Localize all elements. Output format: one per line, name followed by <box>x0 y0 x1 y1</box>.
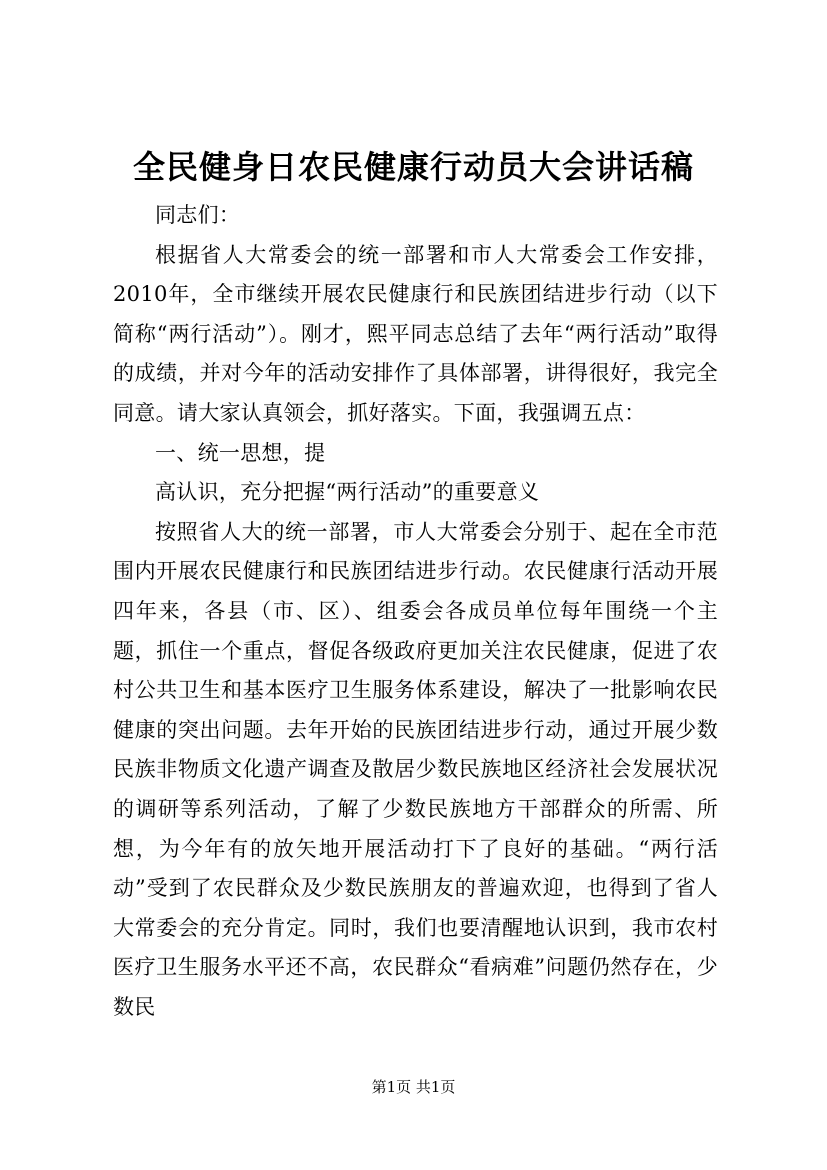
document-title: 全民健身日农民健康行动员大会讲话稿 <box>132 148 694 186</box>
section-heading: 一、统一思想，提 <box>155 440 326 465</box>
page-number-footer: 第1页 共1页 <box>371 1078 456 1096</box>
paragraph: 根据省人大常委会的统一部署和市人大常委会工作安排，2010年，全市继续开展农民健康行和民族团结进步行动（以下简称“两行活动”）。刚才，熙平同志总结了去年“两行活动”取得的成绩，并对今年的活动安排作了具体部署，讲得很好，我完全同意。请大家认真领会，抓好落实。下面，我强调五点： <box>113 242 718 425</box>
salutation: 同志们： <box>155 203 241 227</box>
paragraph: 按照省人大的统一部署，市人大常委会分别于、起在全市范围内开展农民健康行和民族团结进步行动。农民健康行活动开展四年来，各县（市、区）、组委会各成员单位每年围绕一个主题，抓住一个重点，督促各级政府更加关注农民健康，促进了农村公共卫生和基本医疗卫生服务体系建设，解决了一批影响农民健康的突出问题。去年开始的民族团结进步行动，通过开展少数民族非物质文化遗产调查及散居少数民族地区经济社会发展状况的调研等系列活动，了解了少数民族地方干部群众的所需、所想，为今年有的放矢地开展活动打下了良好的基础。“两行活动”受到了农民群众及少数民族朋友的普遍欢迎，也得到了省人大常委会的充分肯定。同时，我们也要清醒地认识到，我市农村医疗卫生服务水平还不高，农民群众“看病难”问题仍然存在，少数民 <box>113 519 718 1019</box>
section-heading-continued: 高认识，充分把握“两行活动”的重要意义 <box>155 480 540 505</box>
document-body <box>113 196 718 1027</box>
